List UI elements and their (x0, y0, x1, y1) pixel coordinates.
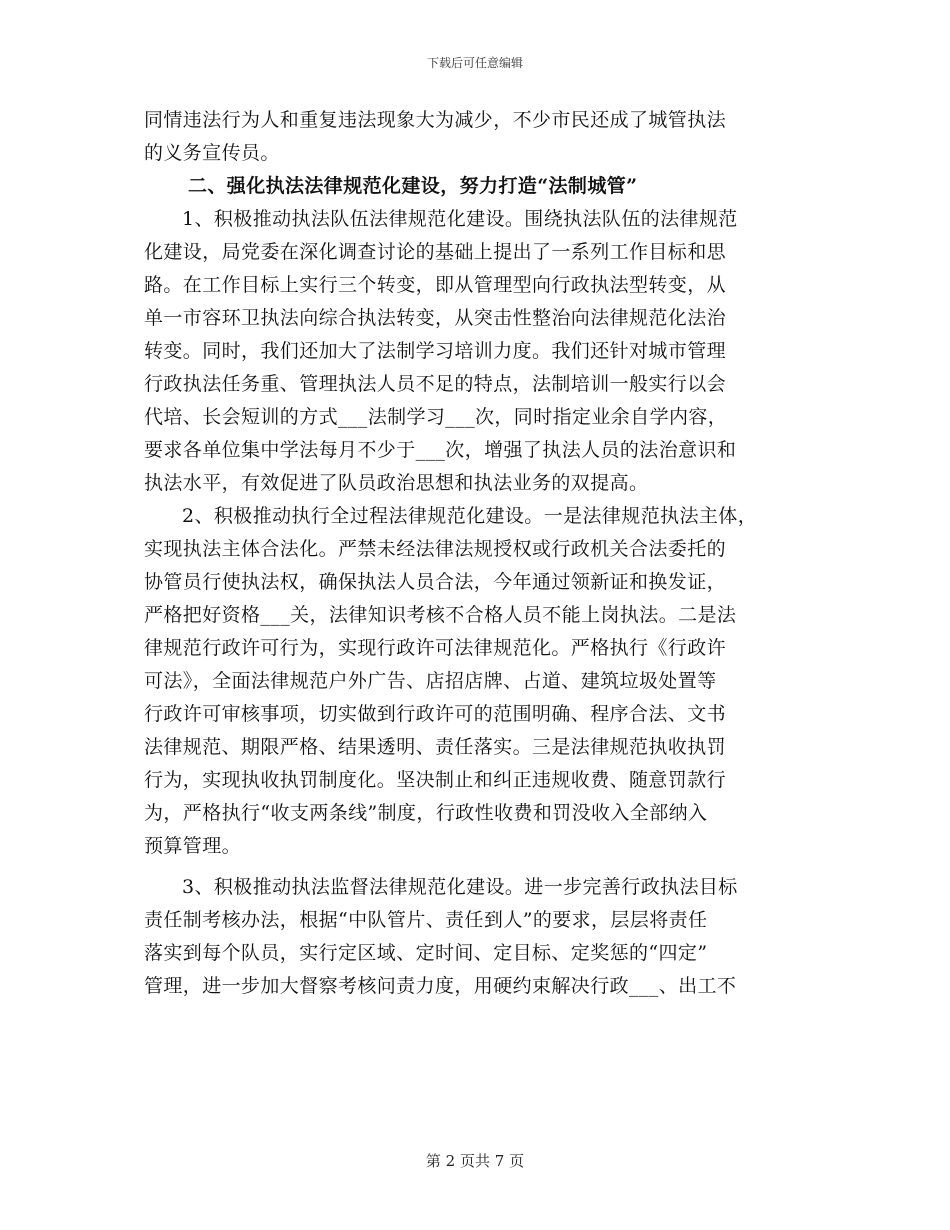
paragraph-line: 落实到每个队员，实行定区域、定时间、定目标、定奖惩的“四定” (144, 942, 708, 964)
paragraph-line: 的义务宣传员。 (144, 142, 280, 164)
paragraph-line: 律规范行政许可行为，实现行政许可法律规范化。严格执行《行政许 (144, 637, 727, 659)
paragraph-line: 协管员行使执法权，确保执法人员合法，今年通过领新证和换发证， (144, 571, 727, 593)
paragraph-line: 为，严格执行“收支两条线”制度，行政性收费和罚没收入全部纳入 (144, 802, 708, 824)
paragraph-line: 可法》，全面法律规范户外广告、店招店牌、占道、建筑垃圾处置等 (144, 670, 717, 692)
paragraph-gap (144, 863, 816, 871)
document-body (144, 104, 816, 1003)
paragraph-line: 2、积极推动执行全过程法律规范化建设。一是法律规范执法主体， (182, 505, 758, 527)
paragraph-line: 3、积极推动执法监督法律规范化建设。进一步完善行政执法目标 (182, 876, 738, 898)
paragraph-line: 实现执法主体合法化。严禁未经法律法规授权或行政机关合法委托的 (144, 538, 727, 560)
paragraph-line: 法律规范、期限严格、结果透明、责任落实。三是法律规范执收执罚 (144, 736, 727, 758)
paragraph-line: 严格把好资格___关，法律知识考核不合格人员不能上岗执法。二是法 (144, 604, 737, 626)
paragraph-line: 同情违法行为人和重复违法现象大为减少，不少市民还成了城管执法 (144, 109, 727, 131)
paragraph-line: 路。在工作目标上实行三个转变，即从管理型向行政执法型转变，从 (144, 274, 727, 296)
page-number: 第 2 页共 7 页 (425, 1152, 525, 1170)
paragraph-line: 转变。同时，我们还加大了法制学习培训力度。我们还针对城市管理 (144, 340, 727, 362)
paragraph-line: 代培、长会短训的方式___法制学习___次，同时指定业余自学内容， (144, 406, 728, 428)
paragraph-line: 1、积极推动执法队伍法律规范化建设。围绕执法队伍的法律规范 (182, 208, 738, 230)
paragraph-line: 行政许可审核事项，切实做到行政许可的范围明确、程序合法、文书 (144, 703, 727, 725)
paragraph-line: 行政执法任务重、管理执法人员不足的特点，法制培训一般实行以会 (144, 373, 727, 395)
paragraph-line: 预算管理。 (144, 835, 242, 857)
paragraph-line: 化建设，局党委在深化调查讨论的基础上提出了一系列工作目标和思 (144, 241, 727, 263)
paragraph-line: 责任制考核办法，根据“中队管片、责任到人”的要求，层层将责任 (144, 909, 708, 931)
page-header: 下载后可任意编辑 (426, 56, 523, 70)
paragraph-line: 行为，实现执收执罚制度化。坚决制止和纠正违规收费、随意罚款行 (144, 769, 727, 791)
paragraph-line: 执法水平，有效促进了队员政治思想和执法业务的双提高。 (144, 472, 649, 494)
paragraph-line: 要求各单位集中学法每月不少于___次，增强了执法人员的法治意识和 (144, 439, 737, 461)
paragraph-line: 单一市容环卫执法向综合执法转变，从突击性整治向法律规范化法治 (144, 307, 727, 329)
section-heading: 二、强化执法法律规范化建设，努力打造“法制城管” (188, 175, 638, 197)
paragraph-line: 管理，进一步加大督察考核问责力度，用硬约束解决行政___、出工不 (144, 975, 737, 997)
